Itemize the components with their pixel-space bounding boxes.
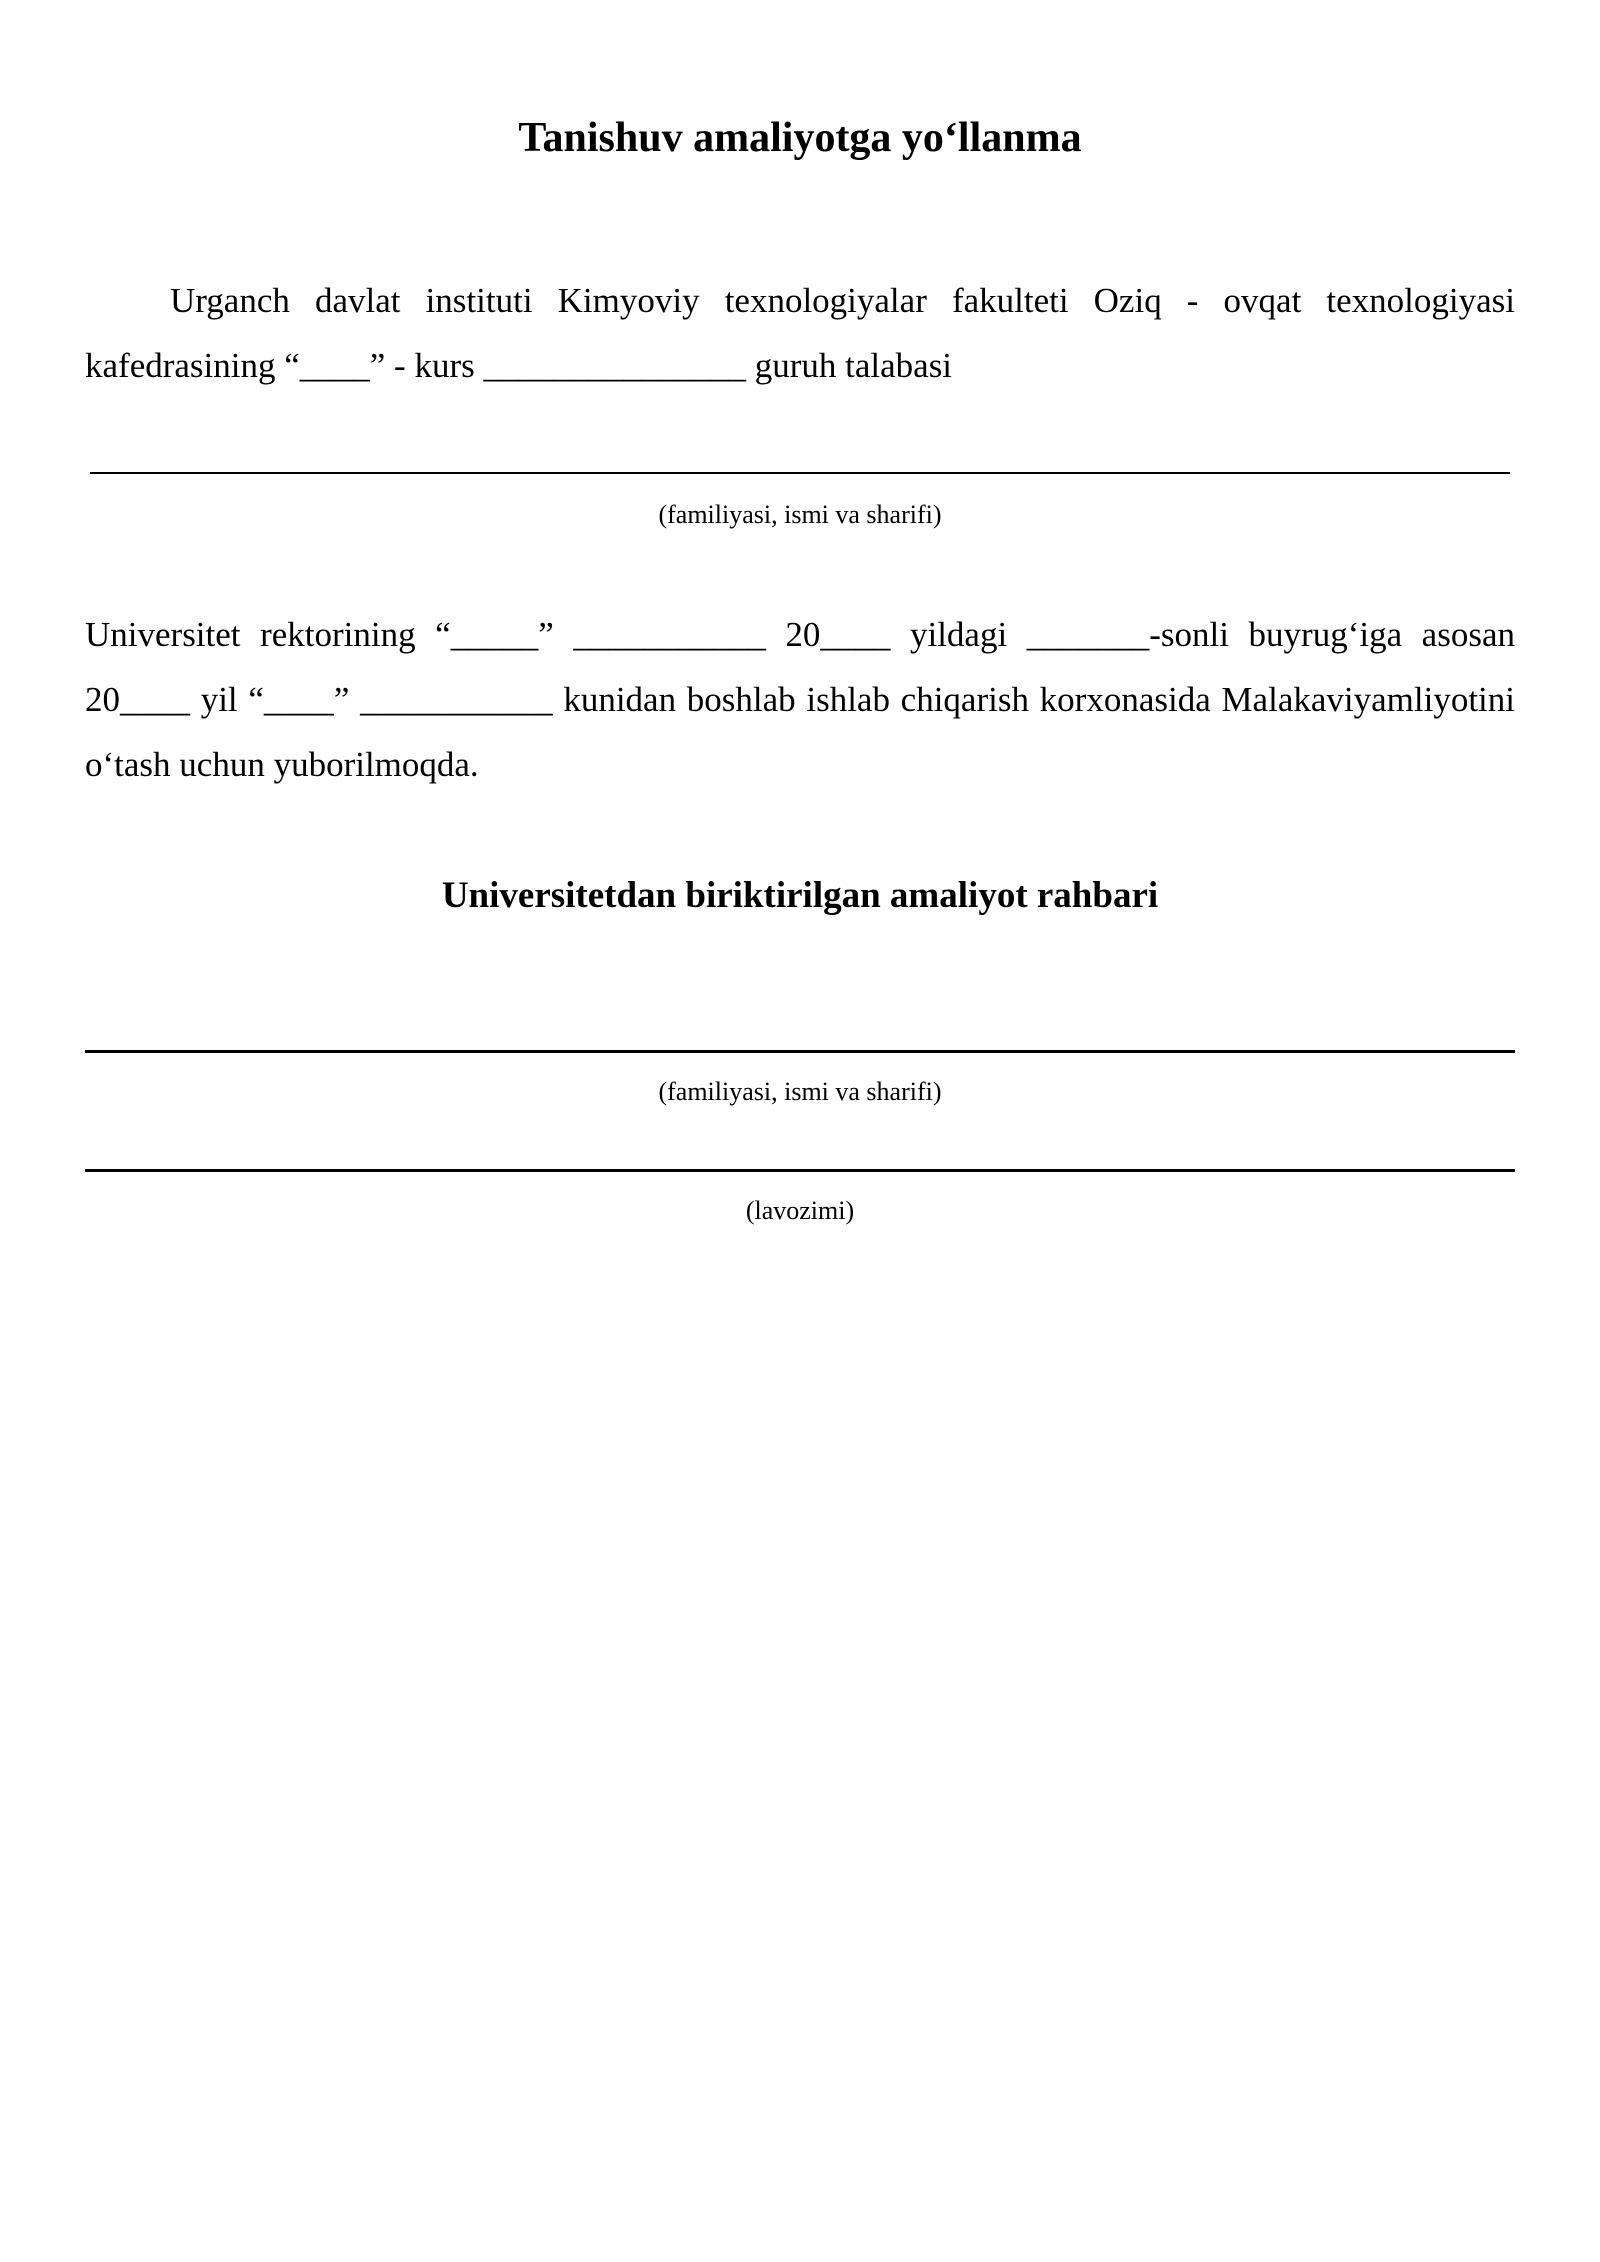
student-info-paragraph: Urganch davlat instituti Kimyoviy texnologiyalar fakulteti Oziq - ovqat texnologiyasi kafedrasining “____” - kurs _______________ guruh talabasi — [85, 281, 1515, 385]
supervisor-name-caption: (familiyasi, ismi va sharifi) — [658, 1077, 942, 1106]
order-paragraph: Universitet rektorining “_____” ___________ 20____ yildagi _______-sonli buyrug‘iga asosan 20____ yil “____” ___________ kunidan boshlab ishlab chiqarish korxonasida Malakaviyamliyotini o‘tash uchun yuborilmoqda. — [85, 615, 1515, 784]
student-name-caption: (familiyasi, ismi va sharifi) — [658, 500, 942, 529]
supervisor-position-line — [85, 1169, 1515, 1172]
document-title: Tanishuv amaliyotga yo‘llanma — [518, 115, 1082, 161]
supervisor-position-caption: (lavozimi) — [745, 1196, 855, 1225]
student-name-line — [90, 472, 1510, 474]
supervisor-heading: Universitetdan biriktirilgan amaliyot rahbari — [441, 875, 1159, 916]
supervisor-name-line — [85, 1050, 1515, 1053]
